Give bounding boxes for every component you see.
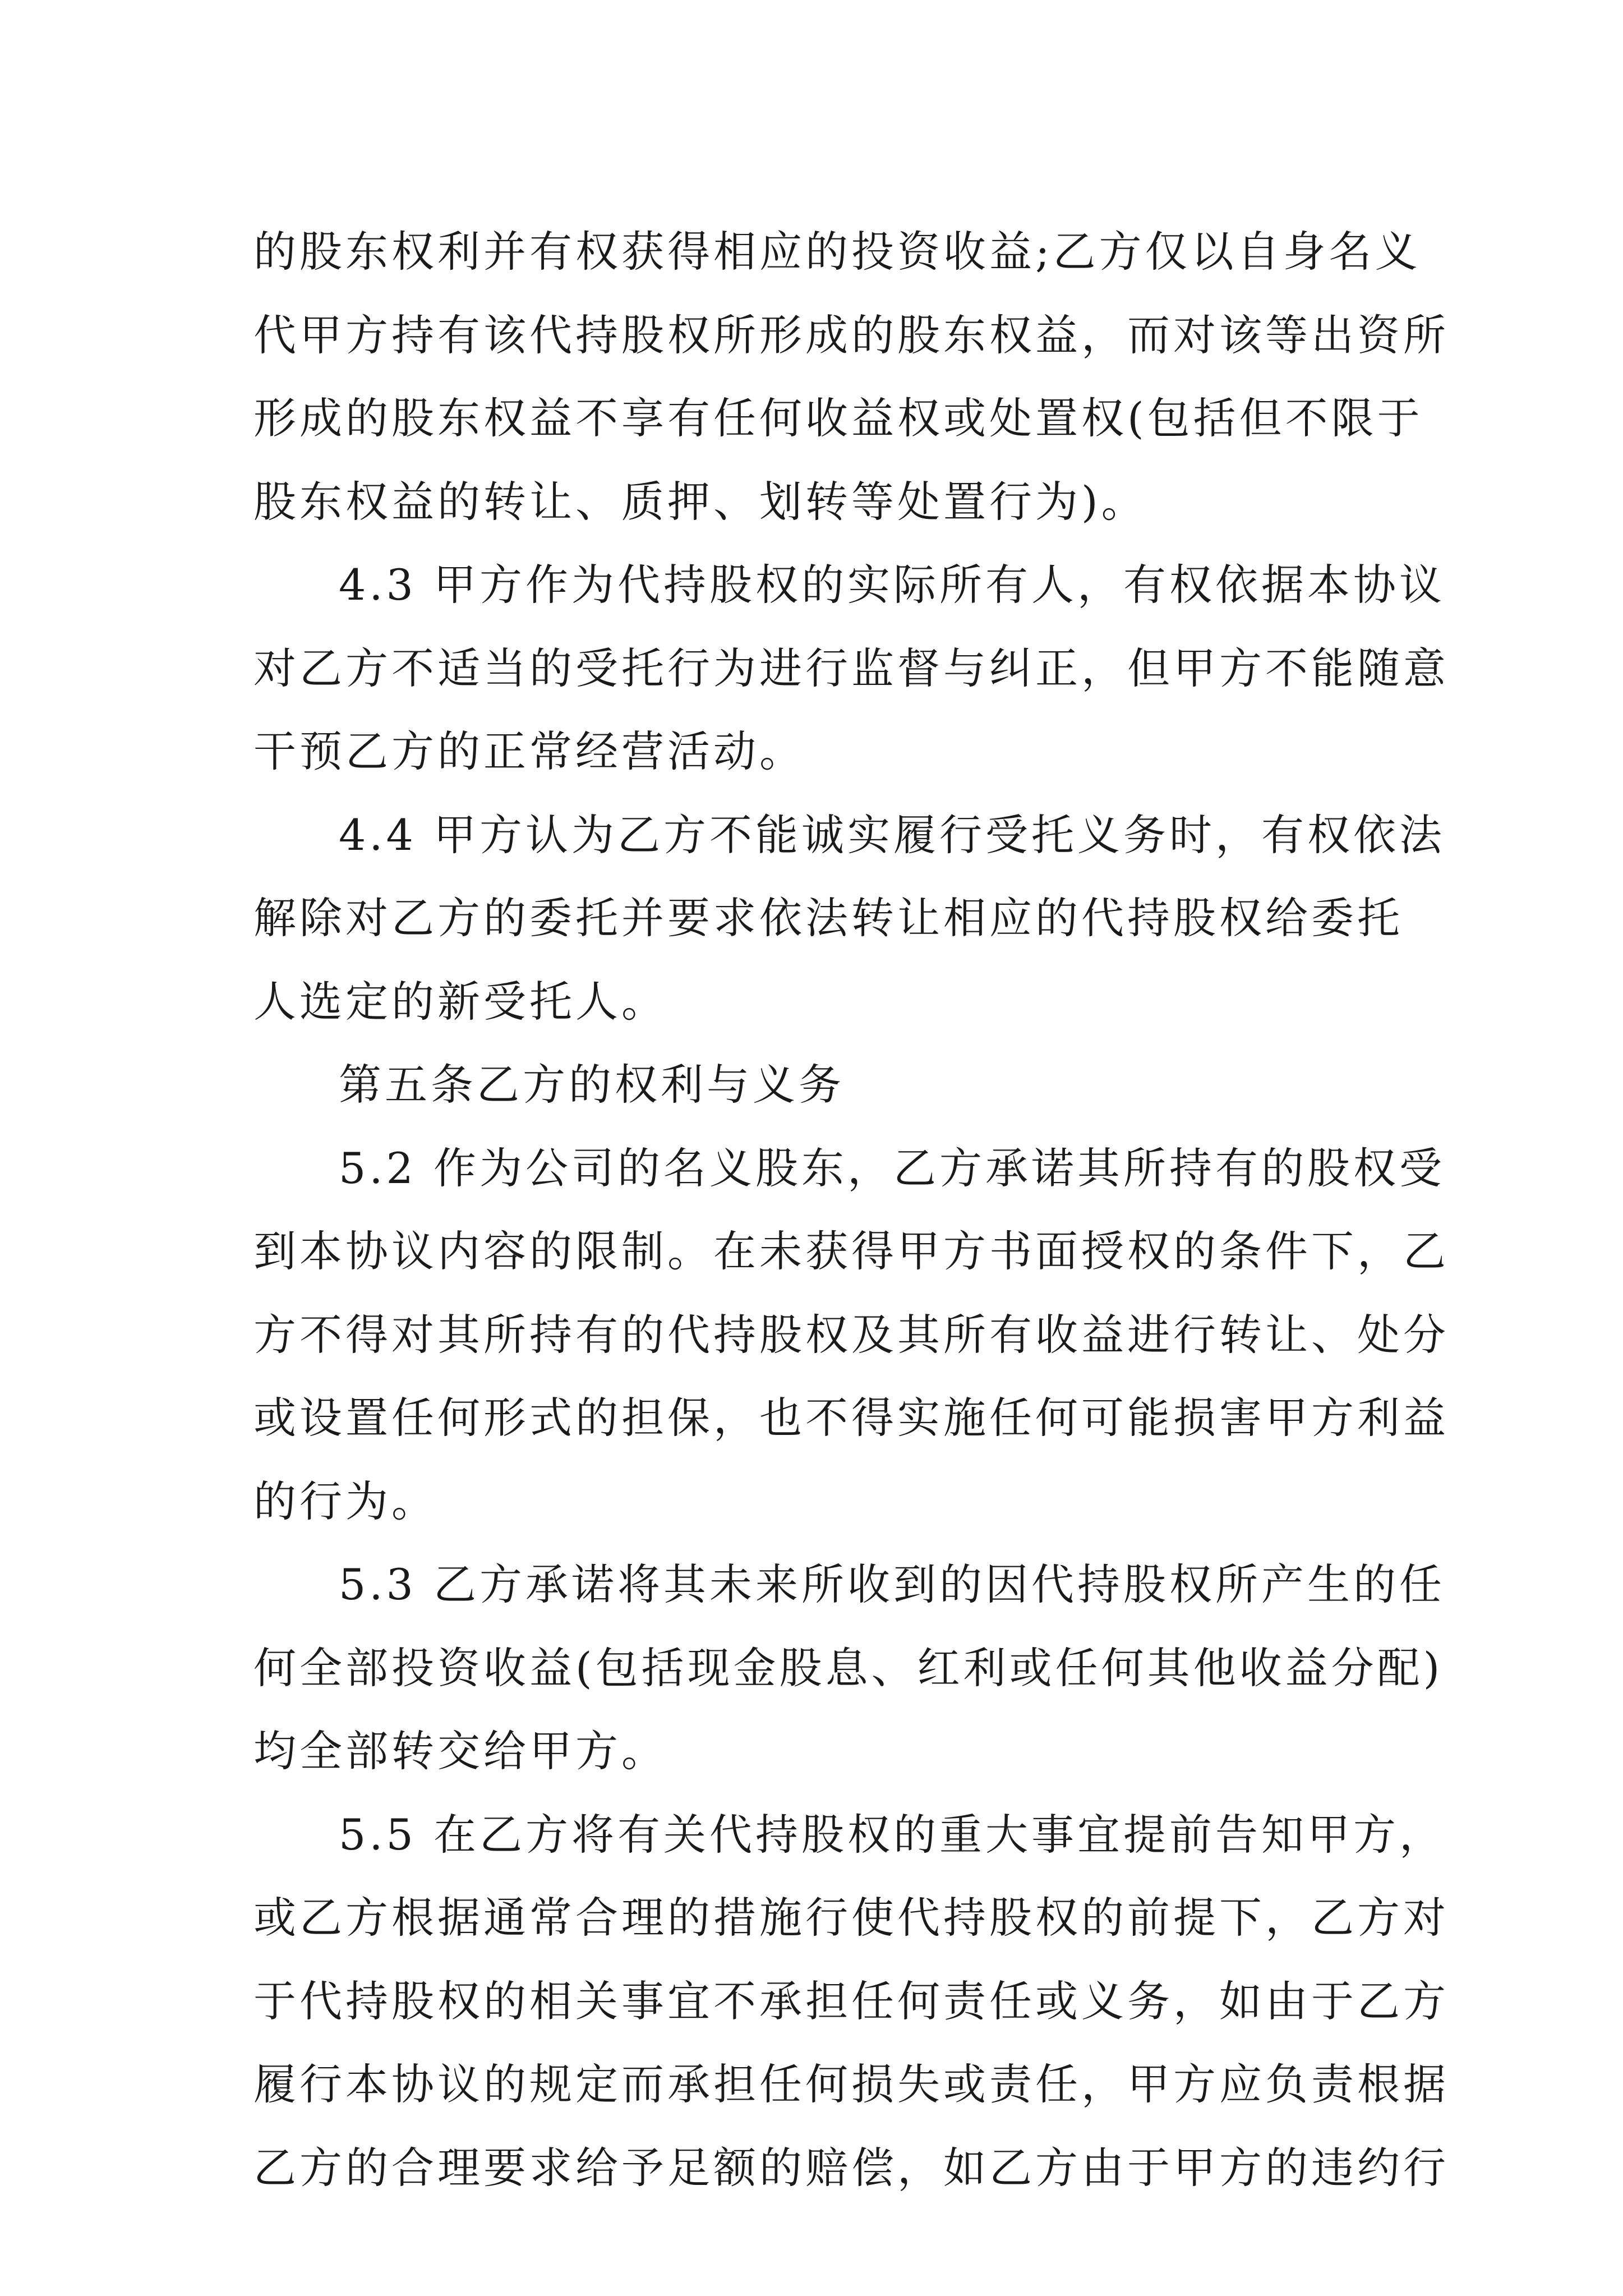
text-line-4: 股东权益的转让、质押、划转等处置行为)。 (253, 476, 1147, 527)
article-5-heading: 第五条乙方的权利与义务 (339, 1060, 845, 1110)
text-line-22: 于代持股权的相关事宜不承担任何责任或义务，如由于乙方 (253, 1976, 1449, 2026)
document-body (253, 210, 1449, 2210)
text-line-15: 或设置任何形式的担保，也不得实施任何可能损害甲方利益 (253, 1393, 1449, 1443)
text-line-10: 人选定的新受托人。 (253, 976, 667, 1027)
text-line-2: 代甲方持有该代持股权所形成的股东权益，而对该等出资所 (253, 310, 1449, 360)
clause-5-5-start: 5.5 在乙方将有关代持股权的重大事宜提前告知甲方， (339, 1809, 1446, 1860)
text-line-7: 干预乙方的正常经营活动。 (253, 726, 805, 776)
text-line-18: 何全部投资收益(包括现金股息、红利或任何其他收益分配) (253, 1642, 1444, 1693)
text-line-16: 的行为。 (253, 1476, 437, 1526)
text-line-6: 对乙方不适当的受托行为进行监督与纠正，但甲方不能随意 (253, 643, 1449, 693)
clause-5-3-start: 5.3 乙方承诺将其未来所收到的因代持股权所产生的任 (339, 1559, 1446, 1609)
clause-4-4-start: 4.4 甲方认为乙方不能诚实履行受托义务时，有权依法 (339, 809, 1446, 860)
text-line-13: 到本协议内容的限制。在未获得甲方书面授权的条件下，乙 (253, 1226, 1449, 1276)
clause-4-3-start: 4.3 甲方作为代持股权的实际所有人，有权依据本协议 (339, 560, 1446, 610)
text-line-24: 乙方的合理要求给予足额的赔偿，如乙方由于甲方的违约行 (253, 2142, 1449, 2193)
text-line-21: 或乙方根据通常合理的措施行使代持股权的前提下，乙方对 (253, 1893, 1449, 1943)
text-line-14: 方不得对其所持有的代持股权及其所有收益进行转让、处分 (253, 1309, 1449, 1360)
text-line-23: 履行本协议的规定而承担任何损失或责任，甲方应负责根据 (253, 2059, 1449, 2109)
text-line-19: 均全部转交给甲方。 (253, 1726, 667, 1776)
text-line-1: 的股东权利并有权获得相应的投资收益;乙方仅以自身名义 (253, 227, 1421, 277)
text-line-9: 解除对乙方的委托并要求依法转让相应的代持股权给委托 (253, 893, 1403, 943)
text-line-3: 形成的股东权益不享有任何收益权或处置权(包括但不限于 (253, 393, 1423, 443)
clause-5-2-start: 5.2 作为公司的名义股东，乙方承诺其所持有的股权受 (339, 1143, 1446, 1193)
